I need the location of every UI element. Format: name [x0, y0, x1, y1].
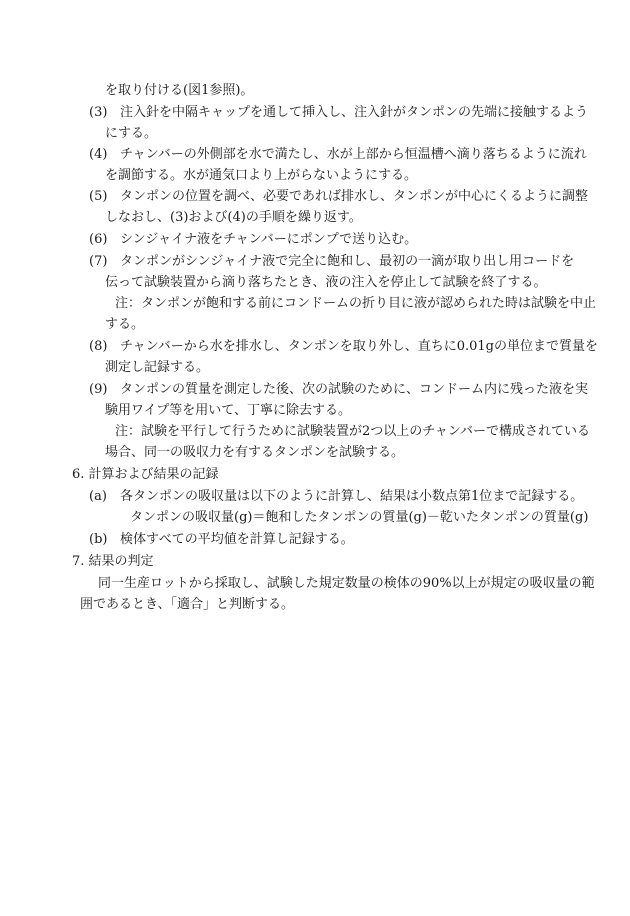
text-line: にする。: [105, 126, 158, 141]
text-line: シンジャイナ液をチャンバーにポンプで送り込む。: [120, 232, 418, 247]
note-line: 注：タンポンが飽和する前にコンドームの折り目に液が認められた時は試験を中止: [115, 296, 597, 311]
text-line: タンポンの位置を調べ、必要であれば排水し、タンポンが中心にくるように調整: [120, 189, 589, 204]
text-line: 各タンポンの吸収量は以下のように計算し、結果は小数点第1位まで記録する。: [120, 489, 584, 504]
item-number: (8): [89, 339, 108, 354]
text-line: 伝って試験装置から滴り落ちたとき、液の注入を停止して試験を終了する。: [105, 275, 547, 290]
item-number: (b): [89, 532, 108, 547]
text-line: 験用ワイプ等を用いて、丁寧に除去する。: [105, 403, 351, 418]
item-number: (7): [89, 254, 108, 269]
text-line: タンポンの質量を測定した後、次の試験のために、コンドーム内に残った液を実: [120, 382, 589, 397]
item-number: (9): [89, 382, 108, 397]
text-line: チャンバーから水を排水し、タンポンを取り外し、直ちに0.01gの単位まで質量を: [120, 339, 598, 354]
note-line: 注：試験を平行して行うために試験装置が2つ以上のチャンバーで構成されている: [115, 424, 590, 439]
section-heading: 6. 計算および結果の記録: [72, 467, 219, 482]
text-line: 測定し記録する。: [105, 360, 210, 375]
note-line: 場合、同一の吸収力を有するタンポンを試験する。: [105, 445, 405, 460]
text-line: 検体すべての平均値を計算し記録する。: [120, 532, 354, 547]
item-number: (6): [89, 232, 108, 247]
item-number: (a): [89, 489, 107, 504]
text-line: を取り付ける(図1参照)。: [105, 83, 254, 98]
text-line: しなおし、(3)および(4)の手順を繰り返す。: [105, 210, 362, 225]
text-line: を調節する。水が通気口より上がらないようにする。: [105, 168, 418, 183]
item-number: (4): [89, 147, 108, 162]
text-line: チャンバーの外側部を水で満たし、水が上部から恒温槽へ滴り落ちるように流れ: [120, 147, 587, 162]
item-number: (5): [89, 189, 108, 204]
note-line: する。: [105, 317, 145, 332]
text-line: 注入針を中隔キャップを通して挿入し、注入針がタンポンの先端に接触するよう: [120, 105, 589, 120]
item-number: (3): [89, 105, 108, 120]
formula-line: タンポンの吸収量(g)＝飽和したタンポンの質量(g)－乾いたタンポンの質量(g): [130, 510, 589, 525]
text-line: 囲であるとき、「適合」と判断する。: [80, 597, 294, 612]
text-line: タンポンがシンジャイナ液で完全に飽和し、最初の一滴が取り出し用コードを: [120, 254, 575, 269]
section-heading: 7. 結果の判定: [72, 554, 154, 569]
text-line: 同一生産ロットから採取し、試験した規定数量の検体の90%以上が規定の吸収量の範: [98, 576, 595, 591]
